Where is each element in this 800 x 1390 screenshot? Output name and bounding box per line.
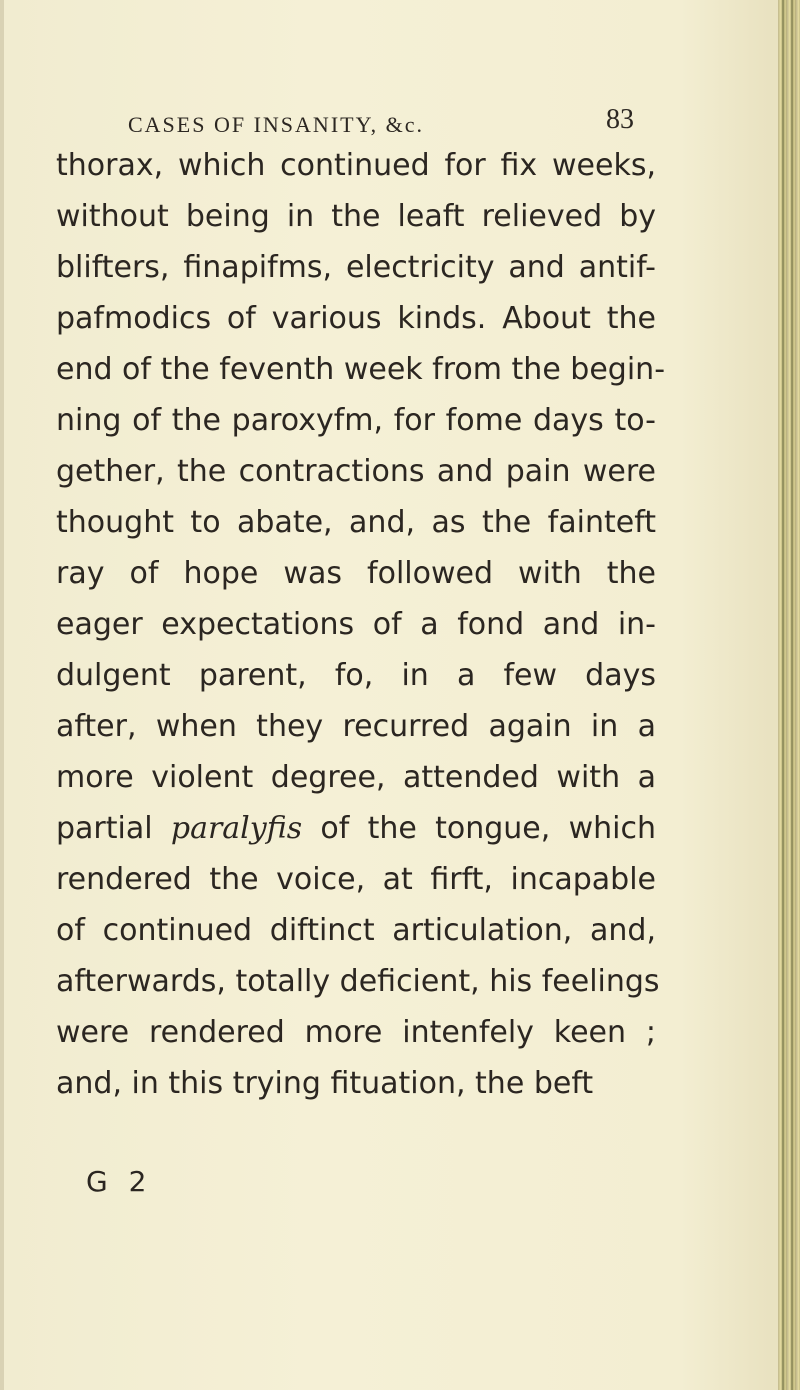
text-line: of continued diftinct articulation, and,	[56, 913, 656, 948]
page-number: 83	[606, 104, 634, 135]
text-line: were rendered more intenfely keen ;	[56, 1015, 656, 1050]
page-header	[128, 104, 648, 144]
text-line: dulgent parent, fo, in a few days	[56, 658, 656, 693]
text-line: thorax, which continued for fix weeks,	[56, 148, 656, 183]
text-line: gether, the contractions and pain were	[56, 454, 656, 489]
text-line: after, when they recurred again in a	[56, 709, 656, 744]
text-line: blifters, finapifms, electricity and antif-	[56, 250, 656, 285]
text-line: and, in this trying fituation, the beft	[56, 1066, 594, 1101]
text-line: rendered the voice, at firft, incapable	[56, 862, 656, 897]
text-line: more violent degree, attended with a	[56, 760, 656, 795]
signature-mark: G 2	[86, 1165, 153, 1198]
text-line: thought to abate, and, as the fainteft	[56, 505, 656, 540]
text-line: end of the feventh week from the begin-	[56, 352, 666, 387]
body-text	[56, 140, 666, 1109]
text-fragment: of the tongue, which	[320, 811, 656, 846]
italic-term: paralyfis	[170, 811, 303, 846]
book-spine-edge	[778, 0, 800, 1390]
text-line: ning of the paroxyfm, for fome days to-	[56, 403, 656, 438]
text-line-with-italic	[56, 803, 656, 854]
page-left-edge	[0, 0, 4, 1390]
text-fragment: partial	[56, 811, 153, 846]
text-line: eager expectations of a fond and in-	[56, 607, 656, 642]
text-line: pafmodics of various kinds. About the	[56, 301, 656, 336]
text-line: ray of hope was followed with the	[56, 556, 656, 591]
running-title: CASES OF INSANITY, &c.	[128, 112, 425, 137]
text-line: afterwards, totally deficient, his feelings	[56, 964, 660, 999]
text-line: without being in the leaft relieved by	[56, 199, 656, 234]
